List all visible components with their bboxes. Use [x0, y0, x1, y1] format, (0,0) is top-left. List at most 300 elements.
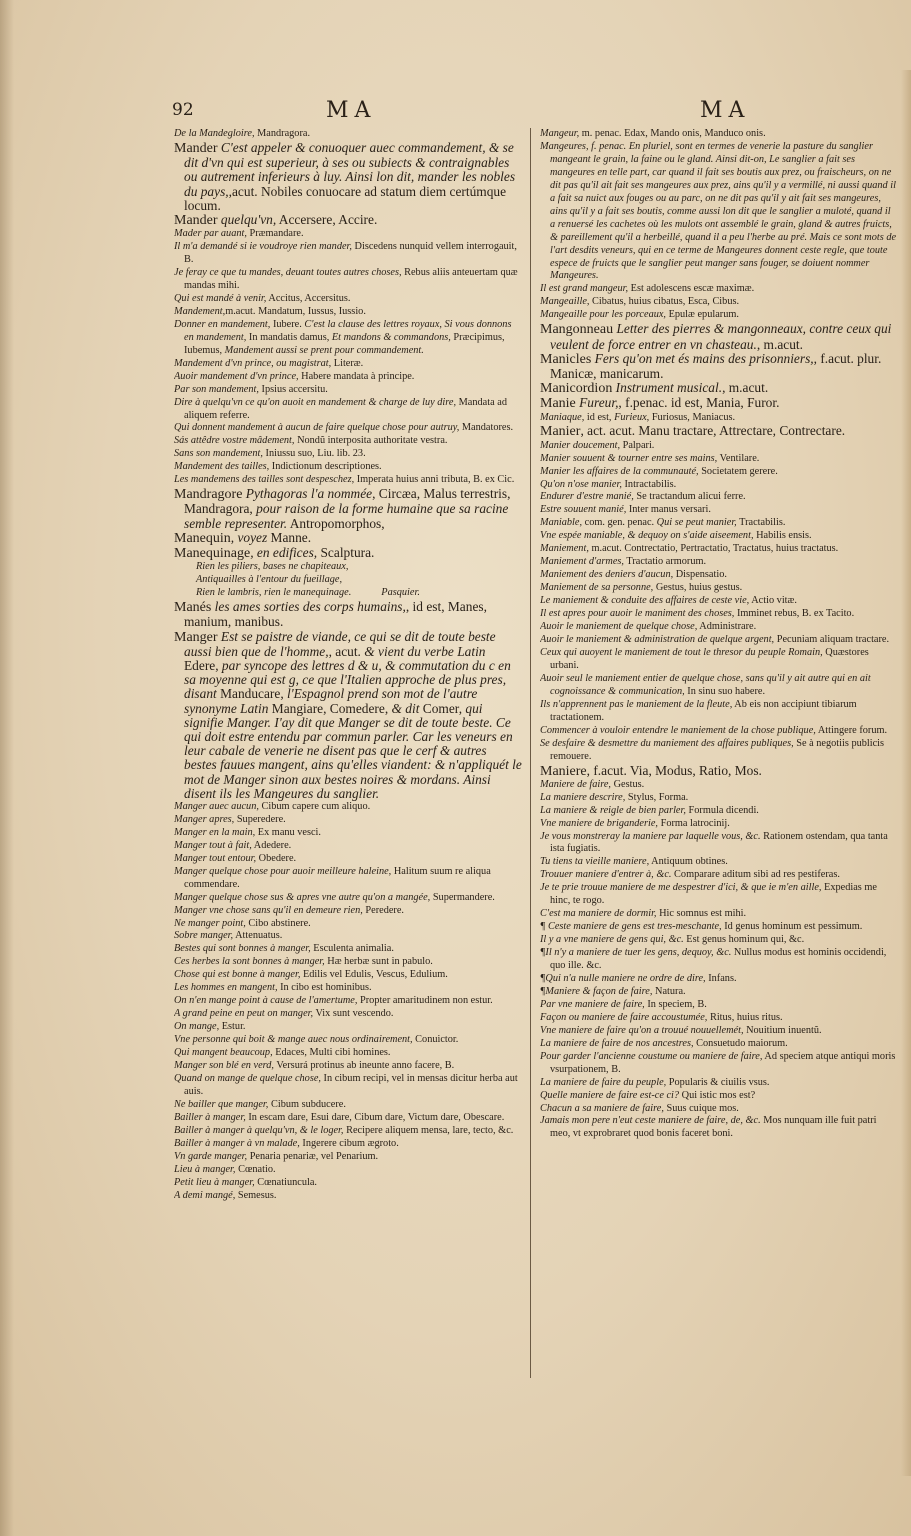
- dictionary-entry: [174, 1060, 522, 1073]
- headword: Manie: [540, 396, 576, 412]
- dictionary-entry: [174, 969, 522, 982]
- dictionary-entry: [540, 466, 898, 479]
- headword: Manés: [174, 600, 212, 616]
- french-gloss: ¶ Ceste maniere de gens est tres-meschante,: [540, 921, 722, 933]
- dictionary-entry: [174, 1099, 522, 1112]
- running-head-left: MA: [326, 98, 377, 123]
- latin-gloss: Tractatio armorum.: [624, 556, 707, 568]
- latin-gloss: Mangiare,: [268, 700, 327, 716]
- dictionary-entry: [174, 1112, 522, 1125]
- dictionary-entry: [540, 792, 898, 805]
- dictionary-entry: [540, 647, 898, 673]
- french-gloss: Vne personne qui boit & mange auec nous ordinairement,: [174, 1034, 413, 1046]
- dictionary-entry: [174, 141, 522, 213]
- headword: Maniere: [540, 763, 587, 779]
- french-gloss: Manger apres,: [174, 813, 235, 825]
- french-gloss: Sobre manger,: [174, 930, 234, 942]
- latin-gloss: Administrare.: [697, 621, 757, 633]
- dictionary-entry: [540, 595, 898, 608]
- verse-citation: Pasquier.: [381, 587, 420, 599]
- french-gloss: A demi mangé,: [174, 1189, 236, 1201]
- french-gloss: Qui se peut manier,: [654, 517, 737, 529]
- latin-gloss: Infans.: [705, 973, 737, 984]
- latin-gloss: Imminet rebus, B. ex Tacito.: [734, 608, 855, 620]
- latin-gloss: Natura.: [652, 985, 686, 997]
- latin-gloss: Conuictor.: [412, 1034, 459, 1046]
- dictionary-entry: [540, 805, 898, 818]
- latin-gloss: In speciem, B.: [644, 998, 707, 1010]
- latin-gloss: Se à negotiis publicis remouere.: [550, 737, 885, 762]
- latin-gloss: Præmandare.: [246, 228, 304, 240]
- latin-gloss: , act. acut. Manu tractare, Attrectare, Contrectare.: [580, 423, 846, 439]
- latin-gloss: , acut.: [328, 643, 361, 659]
- latin-gloss: Accersere, Accire.: [276, 211, 378, 227]
- french-gloss: Les mandemens des tailles sont despeschez,: [174, 474, 355, 486]
- french-gloss: Il est apres pour auoir le maniment des choses,: [540, 608, 735, 620]
- headword: Manicles: [540, 351, 592, 367]
- dictionary-entry: [540, 582, 898, 595]
- french-gloss: Maniement des deniers d'aucun,: [540, 569, 674, 581]
- french-gloss: Mandement aussi se prent pour commandement.: [222, 344, 424, 356]
- latin-gloss: Antropomorphos,: [287, 515, 385, 531]
- french-gloss: Qu'on n'ose manier,: [540, 478, 622, 490]
- dictionary-entry: [540, 947, 898, 973]
- latin-gloss: Formula dicendi.: [685, 804, 759, 816]
- dictionary-entry: [540, 424, 898, 439]
- latin-gloss: m. penac. Edax, Mando onis, Manduco onis.: [579, 128, 766, 139]
- french-gloss: Manger auec aucun,: [174, 800, 259, 812]
- french-gloss: Mader par auant,: [174, 228, 247, 240]
- dictionary-entry: [540, 504, 898, 517]
- latin-gloss: Attenuatus.: [233, 930, 283, 942]
- dictionary-entry: [174, 1164, 522, 1177]
- dictionary-entry: [174, 630, 522, 801]
- french-gloss: qui signifie Manger. I'ay dit que Manger se dit de toute beste. Ce qui doit estre entendu par commun parler. Car les veneurs en leur cabale de venerie ne disent pas que le cerf & autres bestes fauues mangent, ains qu'elles viandent: & n'appliquét le mot de Manger sinon aux bestes noires & mordans. Ainsi disent ils les Mangeures du sanglier.: [184, 700, 522, 801]
- dictionary-entry: [174, 574, 522, 587]
- french-gloss: par syncope des lettres d & u, & commutation du c en sa moyenne qui est g, ce que l'Italien approche de plus pres, disant: [184, 657, 511, 702]
- page-edge: [901, 70, 911, 1476]
- dictionary-entry: [174, 905, 522, 918]
- dictionary-entry: [540, 556, 898, 569]
- latin-gloss: Literæ.: [331, 357, 364, 369]
- latin-gloss: Vix sunt vescendo.: [313, 1008, 394, 1020]
- french-gloss: Manger quelque chose pour auoir meilleure haleine,: [174, 865, 392, 877]
- french-gloss: quelqu'vn,: [217, 211, 277, 227]
- french-gloss: Les hommes en mangent,: [174, 982, 278, 994]
- french-gloss: pour raison de la forme humaine que sa racine semble representer.: [184, 501, 509, 531]
- latin-gloss: Præcipimus, Iubemus,: [184, 331, 505, 356]
- dictionary-entry: [174, 228, 522, 241]
- french-gloss: & dit: [388, 700, 420, 716]
- latin-gloss: In cibo est hominibus.: [277, 982, 372, 994]
- french-gloss: Manger en la main,: [174, 826, 256, 838]
- latin-gloss: Manes, manium, manibus.: [184, 599, 487, 630]
- french-gloss: Auoir mandement d'vn prince,: [174, 370, 299, 382]
- dictionary-entry: [540, 1038, 898, 1051]
- latin-gloss: Nobiles conuocare ad statum diem certúmque locum.: [184, 183, 507, 213]
- dictionary-entry: [174, 853, 522, 866]
- dictionary-entry: [174, 1125, 522, 1138]
- latin-gloss: Expedias me hinc, te rogo.: [550, 882, 877, 907]
- dictionary-entry: [540, 283, 898, 296]
- latin-gloss: Superedere.: [234, 813, 286, 825]
- french-gloss: Bailler à manger à vn malade,: [174, 1137, 300, 1149]
- latin-gloss: Hæ herbæ sunt in pabulo.: [324, 956, 433, 968]
- latin-gloss: Intractabilis.: [621, 478, 677, 490]
- dictionary-entry: [174, 1034, 522, 1047]
- latin-gloss: Nouitium inuentũ.: [743, 1024, 822, 1036]
- french-gloss: Il est grand mangeur,: [540, 283, 629, 295]
- latin-gloss: Cibum capere cum aliquo.: [258, 800, 371, 812]
- french-gloss: C'est ma maniere de dormir,: [540, 908, 657, 920]
- verse-line: Antiquailles à l'entour du fueillage,: [196, 574, 343, 586]
- dictionary-entry: [174, 448, 522, 461]
- dictionary-entry: [174, 561, 522, 574]
- french-gloss: Chacun a sa maniere de faire,: [540, 1102, 664, 1114]
- dictionary-entry: [540, 699, 898, 725]
- french-gloss: Par son mandement,: [174, 383, 259, 395]
- latin-gloss: Indictionum descriptiones.: [269, 461, 382, 473]
- french-gloss: La maniere de faire de nos ancestres,: [540, 1037, 694, 1049]
- french-gloss: Manier doucement,: [540, 439, 621, 451]
- dictionary-entry: [174, 1151, 522, 1164]
- french-gloss: La maniere de faire du peuple,: [540, 1076, 667, 1088]
- french-gloss: Mandement des tailles,: [174, 461, 270, 473]
- french-gloss: Donner en mandement,: [174, 318, 271, 330]
- latin-gloss: Est adolescens escæ maximæ.: [628, 283, 755, 295]
- left-column: [174, 128, 522, 1378]
- french-gloss: Et mandons & commandons,: [329, 331, 451, 343]
- french-gloss: Dire à quelqu'vn ce qu'on auoit en mandement & charge de luy dire,: [174, 396, 457, 408]
- french-gloss: Lieu à manger,: [174, 1163, 236, 1175]
- latin-gloss: Ad speciem atque antiqui moris vsurpationem, B.: [550, 1050, 896, 1075]
- dictionary-entry: [540, 1115, 898, 1141]
- dictionary-entry: [174, 435, 522, 448]
- latin-gloss: Mandragora.: [254, 128, 311, 139]
- latin-gloss: , id est,: [405, 599, 445, 615]
- dictionary-entry: [540, 1051, 898, 1077]
- french-gloss: Qui mangent beaucoup,: [174, 1047, 273, 1059]
- latin-gloss: Actio vitæ.: [749, 595, 797, 607]
- headword: Mandragore: [174, 487, 243, 503]
- latin-gloss: In sinu suo habere.: [684, 685, 766, 697]
- latin-gloss: m.acut. Contrectatio, Pertractatio, Tractatus, huius tractatus.: [588, 543, 839, 555]
- latin-gloss: Accitus, Accersitus.: [266, 292, 351, 304]
- dictionary-entry: [540, 1025, 898, 1038]
- latin-gloss: Quæstores urbani.: [550, 646, 869, 671]
- french-gloss: Mangeaille pour les porceaux,: [540, 309, 667, 321]
- french-gloss: Jamais mon pere n'eut ceste maniere de faire, de, &c.: [540, 1115, 761, 1127]
- french-gloss: Vne maniere de briganderie,: [540, 817, 659, 829]
- page-number: 92: [172, 100, 194, 120]
- dictionary-entry: [174, 384, 522, 397]
- french-gloss: Fers qu'on met és mains des prisonniers,: [591, 350, 814, 366]
- latin-gloss: Comparare aditum sibi ad res pestiferas.: [671, 869, 840, 881]
- latin-gloss: Edere,: [184, 657, 219, 673]
- dictionary-entry: [174, 892, 522, 905]
- french-gloss: Auoir le maniement & administration de quelque argent,: [540, 633, 775, 645]
- latin-gloss: Versurá protinus ab ineunte anno facere, B.: [274, 1060, 455, 1072]
- latin-gloss: Dispensatio.: [673, 569, 727, 581]
- french-gloss: Se desfaire & desmettre du maniement des affaires publiques,: [540, 737, 794, 749]
- french-gloss: Mangeures, f. penac. En pluriel, sont en termes de venerie la pasture du sanglier mangeant le grain, la faine ou le gland. Ainsi dit-on, Le sanglier a fait ses mangeures en telle part, car quand il fait ses boutis aux prez, ou fraischeurs, on ne dit pas qu'il ait fait ses mangeures aux prez, ains qu'il y a vermillé, ni aussi quand il a fait sa nuict aux fouges ou au parc, on ne dit pas qu'il y ait fait ses mangeures, ains qu'il y a fait ses boutis, comme aussi lon dit que le sanglier a muloté, quand il a renuersé les cachetes où les mulots ont assemblé le grain, gland & autres fruicts, & pareillement qu'il a herbeillé, quand il a peu l'herbe au pré. Mais ce sont mots de l'art desdits veneurs, qui en ce terme de Mangeures donnent ceste regle, que toute espece de fruicts que le sanglier peut manger sans fouger, se doiuent nommer Mangeures.: [540, 140, 897, 282]
- dictionary-entry: [540, 882, 898, 908]
- dictionary-entry: [540, 141, 898, 283]
- latin-gloss: Manducare,: [216, 686, 284, 702]
- dictionary-entry: [174, 546, 522, 561]
- french-gloss: Façon ou maniere de faire accoustumée,: [540, 1011, 708, 1023]
- dictionary-entry: [540, 738, 898, 764]
- dictionary-entry: [174, 422, 522, 435]
- dictionary-entry: [540, 1103, 898, 1116]
- french-gloss: Pour garder l'ancienne coustume ou maniere de faire,: [540, 1050, 763, 1062]
- french-gloss: Par vne maniere de faire,: [540, 998, 645, 1010]
- dictionary-entry: [540, 973, 898, 986]
- dictionary-entry: [540, 1077, 898, 1090]
- column-rule: [530, 128, 531, 1378]
- latin-gloss: Attingere forum.: [815, 724, 888, 736]
- french-gloss: Ne bailler que manger,: [174, 1098, 269, 1110]
- french-gloss: Vn garde manger,: [174, 1150, 248, 1162]
- french-gloss: La maniere descrire,: [540, 791, 626, 803]
- french-gloss: Instrument musical.: [612, 380, 723, 396]
- french-gloss: Bailler à manger à quelqu'vn, & le loger,: [174, 1124, 344, 1136]
- latin-gloss: Qui istic mos est?: [679, 1089, 756, 1101]
- french-gloss: Petit lieu à manger,: [174, 1176, 255, 1188]
- dictionary-entry: [174, 801, 522, 814]
- latin-gloss: Habere mandata à principe.: [298, 370, 415, 382]
- latin-gloss: Cœnatiuncula.: [254, 1176, 317, 1188]
- headword: Manequin: [174, 530, 231, 546]
- latin-gloss: Edilis vel Edulis, Vescus, Edulium.: [300, 969, 448, 981]
- dictionary-entry: [540, 1090, 898, 1103]
- french-gloss: Qui donnent mandement à aucun de faire quelque chose pour autruy,: [174, 422, 460, 434]
- dictionary-entry: [540, 396, 898, 411]
- dictionary-entry: [540, 831, 898, 857]
- verse-line: Rien le lambris, rien le manequinage.: [196, 587, 352, 599]
- dictionary-entry: [174, 487, 522, 531]
- dictionary-entry: [540, 934, 898, 947]
- dictionary-entry: [174, 1073, 522, 1099]
- latin-gloss: Antiquum obtines.: [649, 856, 728, 868]
- headword: Manicordion: [540, 381, 613, 397]
- french-gloss: Manier les affaires de la communauté,: [540, 465, 699, 477]
- french-gloss: Estre souuent manié,: [540, 504, 627, 516]
- latin-gloss: In escam dare, Esui dare, Cibum dare, Victum dare, Obescare.: [245, 1111, 505, 1123]
- dictionary-entry: [540, 856, 898, 869]
- dictionary-entry: [540, 491, 898, 504]
- french-gloss: Maniement d'armes,: [540, 556, 624, 568]
- latin-gloss: Mos nunquam ille fuit patri meo, vt exprobraret quod bonis faceret boni.: [550, 1115, 877, 1140]
- french-gloss: Mandement d'vn prince, ou magistrat,: [174, 357, 332, 369]
- latin-gloss: Manne.: [267, 529, 312, 545]
- french-gloss: A grand peine en peut on manger,: [174, 1008, 314, 1020]
- dictionary-entry: [540, 128, 898, 141]
- latin-gloss: Imperata huius anni tributa, B. ex Cic.: [354, 474, 515, 486]
- latin-gloss: Adedere.: [251, 839, 292, 851]
- french-gloss: C'est la clause des lettres royaux, Si vous donnons en mandement,: [184, 318, 512, 343]
- french-gloss: Manger quelque chose sus & apres vne autre qu'on a mangée,: [174, 891, 431, 903]
- french-gloss: Manger son blé en verd,: [174, 1060, 274, 1072]
- latin-gloss: Popularis & ciuilis vsus.: [666, 1076, 770, 1088]
- dictionary-entry: [174, 1177, 522, 1190]
- dictionary-entry: [174, 306, 522, 319]
- dictionary-entry: [174, 1047, 522, 1060]
- french-gloss: Ceux qui auoyent le maniement de tout le thresor du peuple Romain,: [540, 646, 823, 658]
- french-gloss: Bailler à manger,: [174, 1111, 246, 1123]
- french-gloss: Mandement,: [174, 305, 226, 317]
- latin-gloss: Stylus, Forma.: [625, 791, 689, 803]
- latin-gloss: Peredere.: [362, 904, 405, 916]
- dictionary-entry: [540, 725, 898, 738]
- dictionary-entry: [174, 531, 522, 546]
- latin-gloss: Ipsius accersitu.: [258, 383, 328, 395]
- headword: Mander: [174, 140, 218, 156]
- french-gloss: Letter des pierres & mangonneaux, contre ceux qui veulent de force entrer en vn chasteau.: [550, 321, 892, 352]
- dictionary-entry: [540, 453, 898, 466]
- french-gloss: Ils n'apprennent pas le maniement de la fleute,: [540, 698, 733, 710]
- french-gloss: & vient du verbe Latin: [360, 643, 486, 659]
- latin-gloss: Societatem gerere.: [698, 465, 778, 477]
- latin-gloss: Estur.: [219, 1021, 246, 1033]
- latin-gloss: Palpari.: [620, 439, 655, 451]
- french-gloss: Il m'a demandé si ie voudroye rien mander,: [174, 241, 352, 253]
- latin-gloss: Inter manus versari.: [626, 504, 711, 516]
- latin-gloss: , m.acut.: [722, 380, 769, 396]
- dictionary-entry: [174, 319, 522, 358]
- latin-gloss: Recipere aliquem mensa, lare, tecto, &c.: [343, 1124, 514, 1136]
- latin-gloss: Id genus hominum est pessimum.: [721, 921, 863, 933]
- dictionary-entry: [540, 999, 898, 1012]
- dictionary-entry: [174, 241, 522, 267]
- latin-gloss: Manicæ, manicarum.: [550, 365, 664, 381]
- french-gloss: Quelle maniere de faire est-ce ci?: [540, 1089, 680, 1101]
- latin-gloss: Mania, Furor.: [702, 395, 780, 411]
- french-gloss: Il y a vne maniere de gens qui, &c.: [540, 934, 684, 946]
- dictionary-entry: [174, 943, 522, 956]
- headword: Manger: [174, 629, 218, 645]
- dictionary-entry: [174, 995, 522, 1008]
- dictionary-entry: [174, 213, 522, 228]
- dictionary-entry: [174, 600, 522, 629]
- dictionary-entry: [540, 296, 898, 309]
- latin-gloss: Penaria penariæ, vel Penarium.: [247, 1150, 379, 1162]
- french-gloss: Pythagoras l'a nommée: [242, 486, 373, 502]
- dictionary-entry: [174, 982, 522, 995]
- dictionary-entry: [540, 818, 898, 831]
- latin-gloss: Ab eis non accipiunt tibiarum tractationem.: [550, 698, 857, 723]
- latin-gloss: Se tractandum alicui ferre.: [633, 491, 746, 503]
- french-gloss: Commencer à vouloir entendre le maniement de la chose publique,: [540, 724, 816, 736]
- latin-gloss: Ex manu vesci.: [255, 826, 321, 838]
- french-gloss: Fureur,: [575, 395, 619, 411]
- dictionary-entry: [174, 814, 522, 827]
- latin-gloss: In cibum recipi, vel in mensas dicitur herba aut auis.: [184, 1072, 518, 1097]
- latin-gloss: Ingerere cibum ægroto.: [299, 1137, 399, 1149]
- french-gloss: Quand on mange de quelque chose,: [174, 1072, 321, 1084]
- dictionary-entry: [174, 1190, 522, 1203]
- french-gloss: , en edifices,: [250, 545, 318, 561]
- latin-gloss: m.acut. Mandatum, Iussus, Iussio.: [225, 305, 366, 317]
- dictionary-entry: [540, 322, 898, 351]
- french-gloss: Sás attêdre vostre mâdement,: [174, 435, 295, 447]
- dictionary-entry: [174, 956, 522, 969]
- latin-gloss: Esculenta animalia.: [310, 943, 394, 955]
- dictionary-entry: [540, 621, 898, 634]
- latin-gloss: Epulæ epularum.: [666, 309, 739, 321]
- dictionary-entry: [174, 1138, 522, 1151]
- latin-gloss: Cibatus, huius cibatus, Esca, Cibus.: [589, 296, 740, 308]
- dictionary-entry: [540, 779, 898, 792]
- latin-gloss: com. gen. penac.: [582, 517, 655, 529]
- french-gloss: Ces herbes la sont bonnes à manger,: [174, 956, 325, 968]
- latin-gloss: Forma latrocinij.: [658, 817, 730, 829]
- latin-gloss: Mandatores.: [459, 422, 514, 434]
- french-gloss: Manger tout à fait,: [174, 839, 252, 851]
- french-gloss: Sans son mandement,: [174, 448, 263, 460]
- latin-gloss: , f.acut. plur.: [813, 350, 882, 366]
- french-gloss: Tu tiens ta vieille maniere,: [540, 856, 650, 868]
- latin-gloss: Furiosus, Maniacus.: [649, 411, 736, 423]
- french-gloss: La maniere & reigle de bien parler,: [540, 804, 686, 816]
- french-gloss: Manier souuent & tourner entre ses mains,: [540, 452, 718, 464]
- latin-gloss: Cibo abstinere.: [245, 917, 311, 929]
- french-gloss: Je feray ce que tu mandes, deuant toutes autres choses,: [174, 267, 402, 279]
- dictionary-entry: [174, 866, 522, 892]
- dictionary-entry: [174, 461, 522, 474]
- french-gloss: Est se paistre de viande, ce qui se dit de toute beste aussi bien que de l'homme,: [184, 628, 496, 659]
- dictionary-entry: [174, 267, 522, 293]
- latin-gloss: , f.penac. id est,: [618, 395, 703, 411]
- latin-gloss: , Circæa, Malus terrestris, Mandragora,: [184, 486, 511, 517]
- dictionary-entry: [174, 358, 522, 371]
- latin-gloss: Habilis ensis.: [753, 530, 812, 542]
- latin-gloss: Ventilare.: [717, 452, 760, 464]
- dictionary-entry: [540, 543, 898, 556]
- latin-gloss: Est genus hominum qui, &c.: [683, 934, 805, 946]
- french-gloss: ¶Qui n'a nulle maniere ne ordre de dire,: [540, 973, 706, 984]
- running-head-right: MA: [700, 98, 751, 123]
- dictionary-entry: [174, 293, 522, 306]
- french-gloss: Maniement,: [540, 543, 589, 555]
- french-gloss: On mange,: [174, 1021, 220, 1033]
- latin-gloss: Iubere.: [270, 318, 302, 330]
- latin-gloss: Discedens nunquid vellem interrogauit, B.: [184, 241, 517, 266]
- french-gloss: Vne maniere de faire qu'on a trouué nouuellemét,: [540, 1024, 744, 1036]
- french-gloss: Auoir seul le maniement entier de quelque chose, sans qu'il y ait autre qui en ait cognoissance & communication,: [540, 672, 871, 697]
- latin-gloss: Hic somnus est mihi.: [656, 908, 747, 920]
- french-gloss: Mangeur,: [540, 128, 580, 139]
- dictionary-entry: [540, 673, 898, 699]
- dictionary-entry: [174, 1008, 522, 1021]
- dictionary-entry: [174, 1021, 522, 1034]
- latin-gloss: Ritus, huius ritus.: [707, 1011, 783, 1023]
- french-gloss: Manger tout entour,: [174, 852, 257, 864]
- french-gloss: Qui est mandé à venir,: [174, 292, 267, 304]
- latin-gloss: Cœnatio.: [235, 1163, 276, 1175]
- headword: Mander: [174, 212, 218, 228]
- french-gloss: Maniement de sa personne,: [540, 582, 654, 594]
- dictionary-entry: [540, 908, 898, 921]
- dictionary-entry: [540, 634, 898, 647]
- dictionary-entry: [174, 371, 522, 384]
- dictionary-entry: [174, 827, 522, 840]
- french-gloss: les ames sorties des corps humains,: [211, 599, 406, 615]
- french-gloss: On n'en mange point à cause de l'amertume,: [174, 995, 358, 1007]
- french-gloss: , voyez: [230, 529, 268, 545]
- french-gloss: C'est appeler & conuoquer auec commandement, & se dit d'vn qui est superieur, à ses ou subiects & contraignables ou autrement inferieurs à luy. Ainsi lon dit, mander les nobles du pays,: [184, 139, 516, 199]
- dictionary-entry: [540, 986, 898, 999]
